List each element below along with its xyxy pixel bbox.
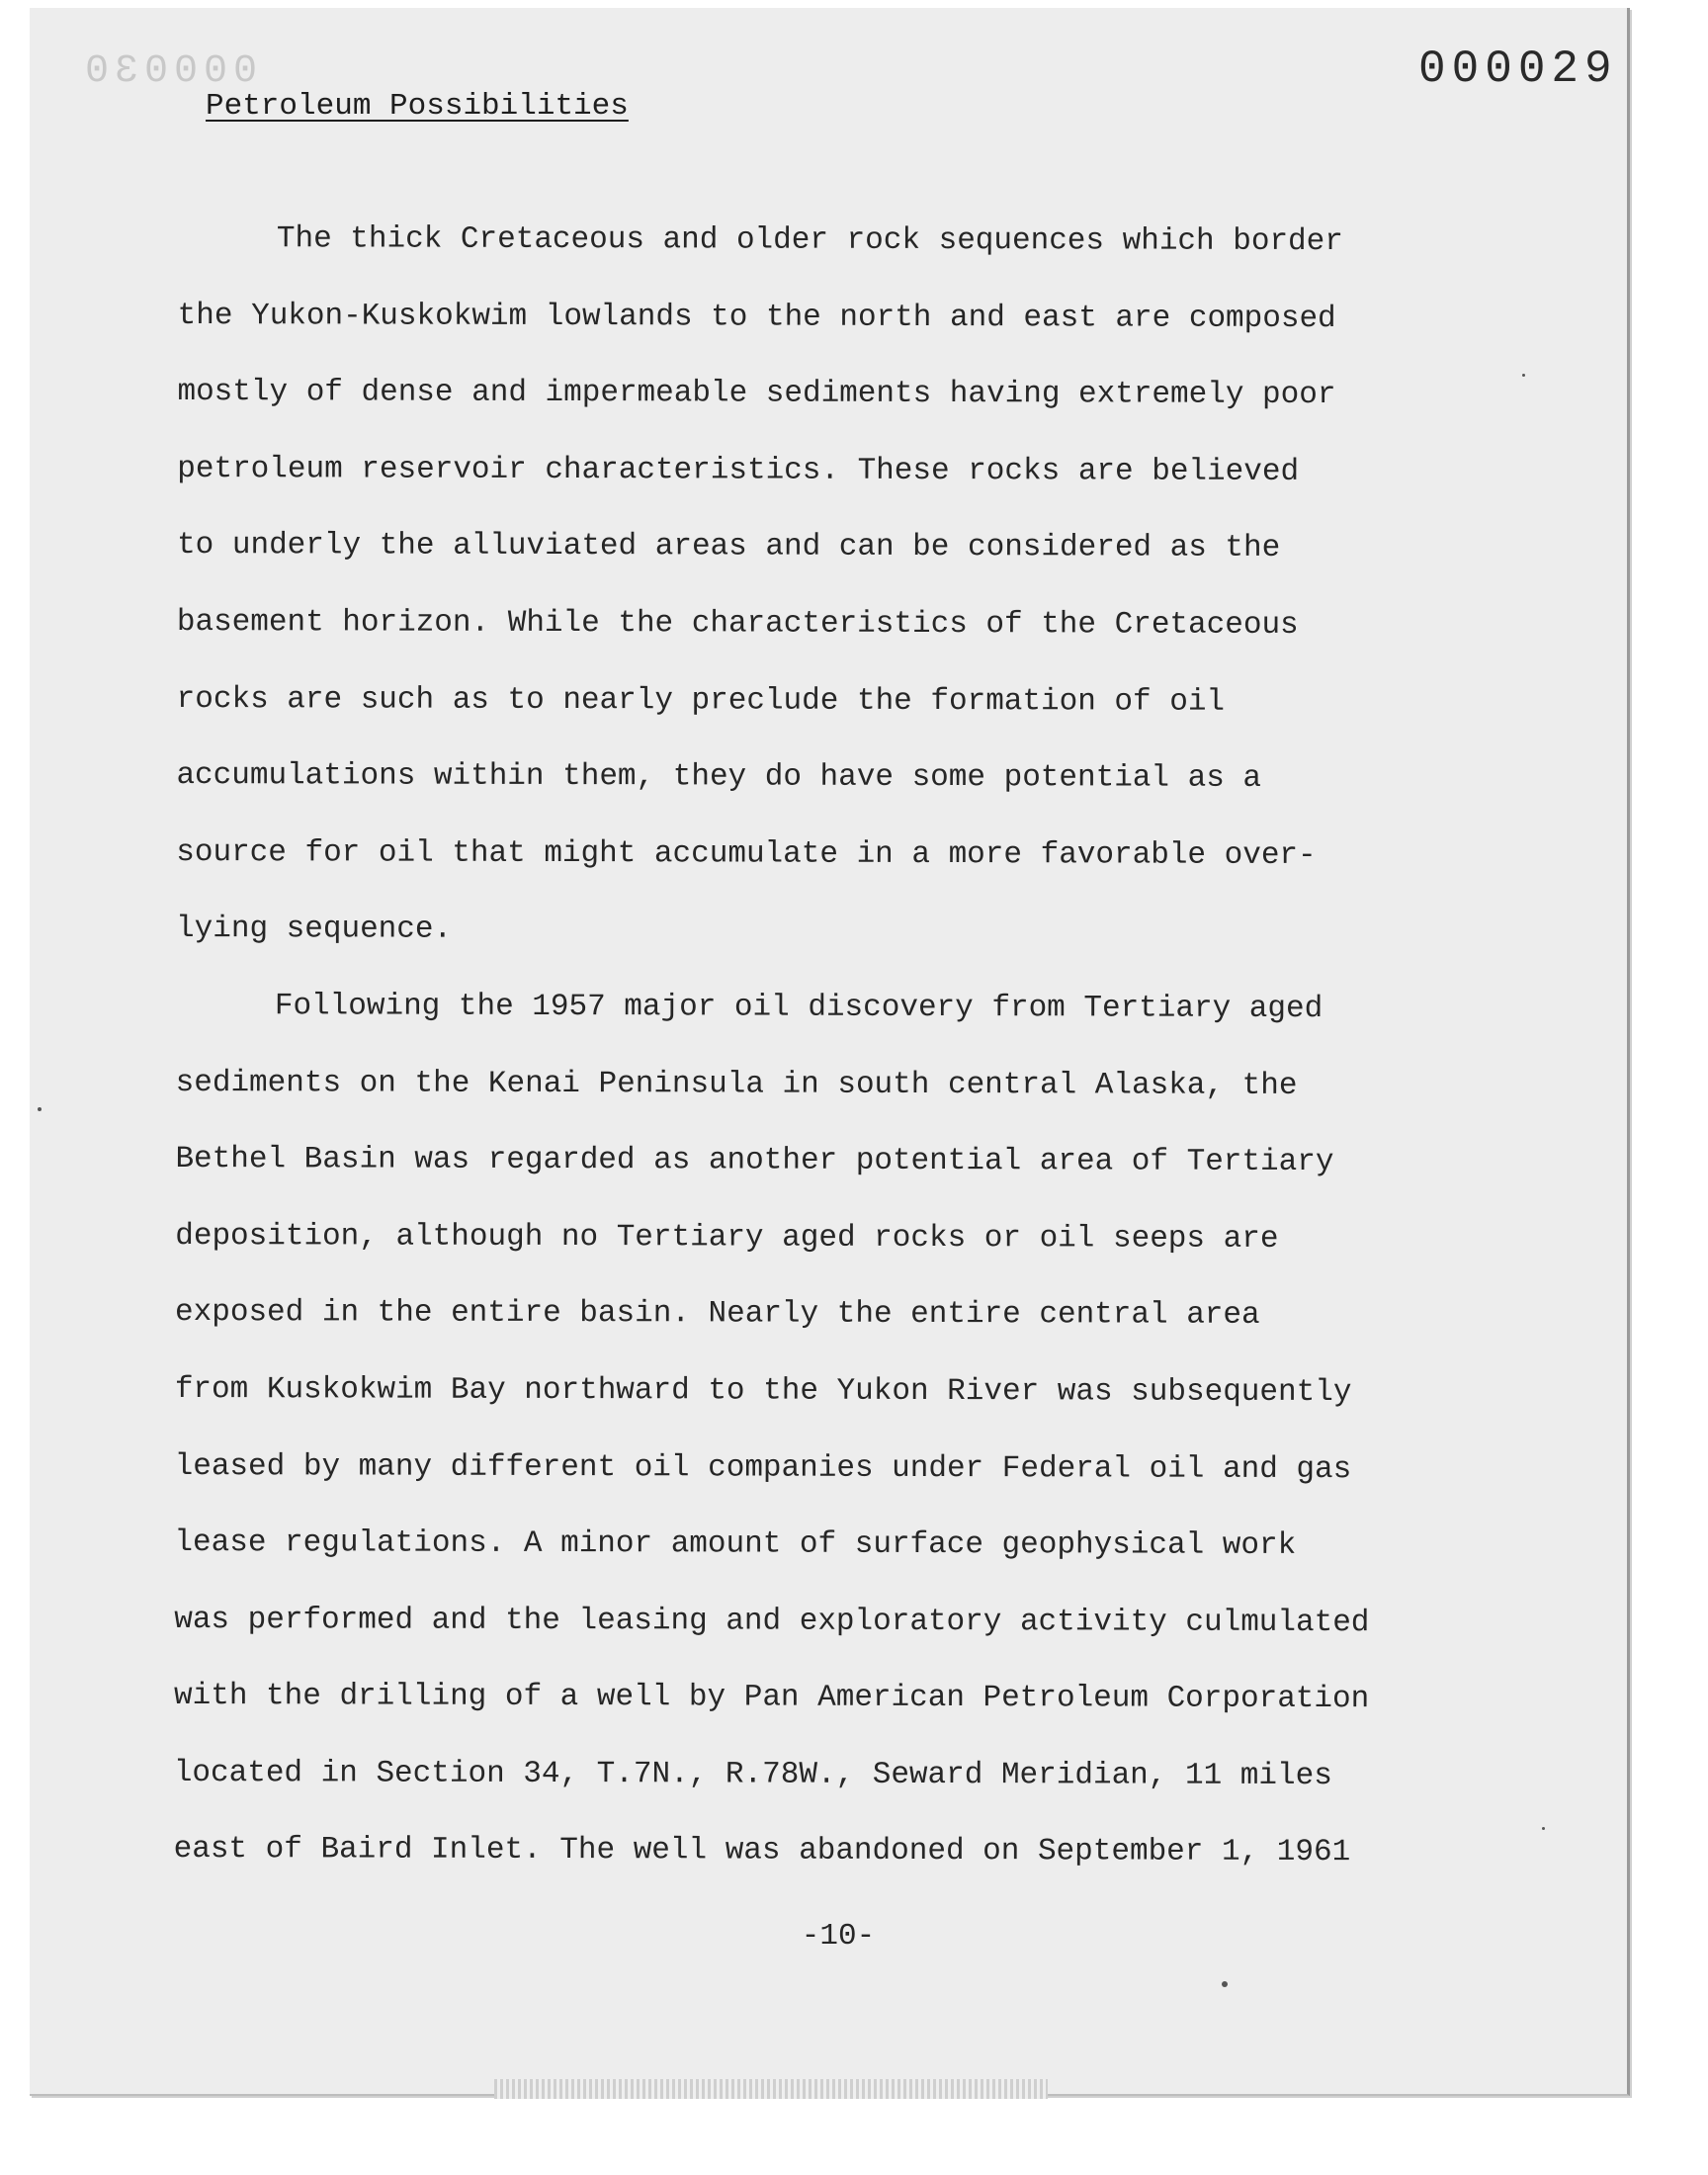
bleed-through-page-number: 000030 [79, 49, 258, 94]
paragraph-1-line: lying sequence. [176, 912, 453, 948]
paragraph-2-line: located in Section 34, T.7N., R.78W., Seward Meridian, 11 miles [173, 1755, 1332, 1793]
page-number-footer: -10- [801, 1919, 876, 1954]
paragraph-2-line: leased by many different oil companies under Federal oil and gas [174, 1448, 1352, 1487]
scan-speck [38, 1107, 42, 1111]
paragraph-1-line: accumulations within them, they do have some potential as a [176, 758, 1262, 797]
paragraph-1-line: rocks are such as to nearly preclude the formation of oil [176, 681, 1226, 720]
document-page [30, 8, 1630, 2096]
paragraph-2-line: with the drilling of a well by Pan American Petroleum Corporation [173, 1679, 1370, 1717]
paragraph-1-line: mostly of dense and impermeable sediments having extremely poor [177, 375, 1336, 413]
paragraph-2-line: lease regulations. A minor amount of surface geophysical work [174, 1525, 1297, 1564]
paragraph-1-line: source for oil that might accumulate in a more favorable over- [176, 834, 1317, 873]
paragraph-2-line: deposition, although no Tertiary aged rocks or oil seeps are [175, 1218, 1279, 1257]
paragraph-2-line: exposed in the entire basin. Nearly the entire central area [175, 1295, 1260, 1334]
paragraph-1-line: petroleum reservoir characteristics. These rocks are believed [177, 451, 1300, 489]
paragraph-2-line: was performed and the leasing and exploratory activity culmulated [174, 1602, 1370, 1640]
paragraph-2-line: Bethel Basin was regarded as another potential area of Tertiary [175, 1142, 1334, 1180]
paragraph-1-line: basement horizon. While the characteristics of the Cretaceous [176, 604, 1299, 643]
paragraph-1-line: The thick Cretaceous and older rock sequences which border [276, 221, 1343, 260]
scan-speck [1522, 374, 1525, 377]
paragraph-1-line: the Yukon-Kuskokwim lowlands to the north and east are composed [177, 298, 1336, 336]
body-text [174, 201, 1493, 1892]
document-id-stamp: 000029 [1418, 44, 1618, 95]
scanner-edge-artifact [494, 2079, 1048, 2099]
paragraph-1-line: to underly the alluviated areas and can be considered as the [177, 528, 1281, 566]
paragraph-2-line: sediments on the Kenai Peninsula in south central Alaska, the [175, 1065, 1298, 1103]
paragraph-2-line: east of Baird Inlet. The well was abandoned on September 1, 1961 [173, 1832, 1351, 1870]
section-title: Petroleum Possibilities [206, 89, 629, 124]
scan-speck [1542, 1827, 1545, 1830]
scan-speck [1222, 1981, 1228, 1987]
paragraph-2-line: Following the 1957 major oil discovery from Tertiary aged [274, 989, 1324, 1026]
paragraph-2-line: from Kuskokwim Bay northward to the Yukon River was subsequently [174, 1371, 1352, 1411]
